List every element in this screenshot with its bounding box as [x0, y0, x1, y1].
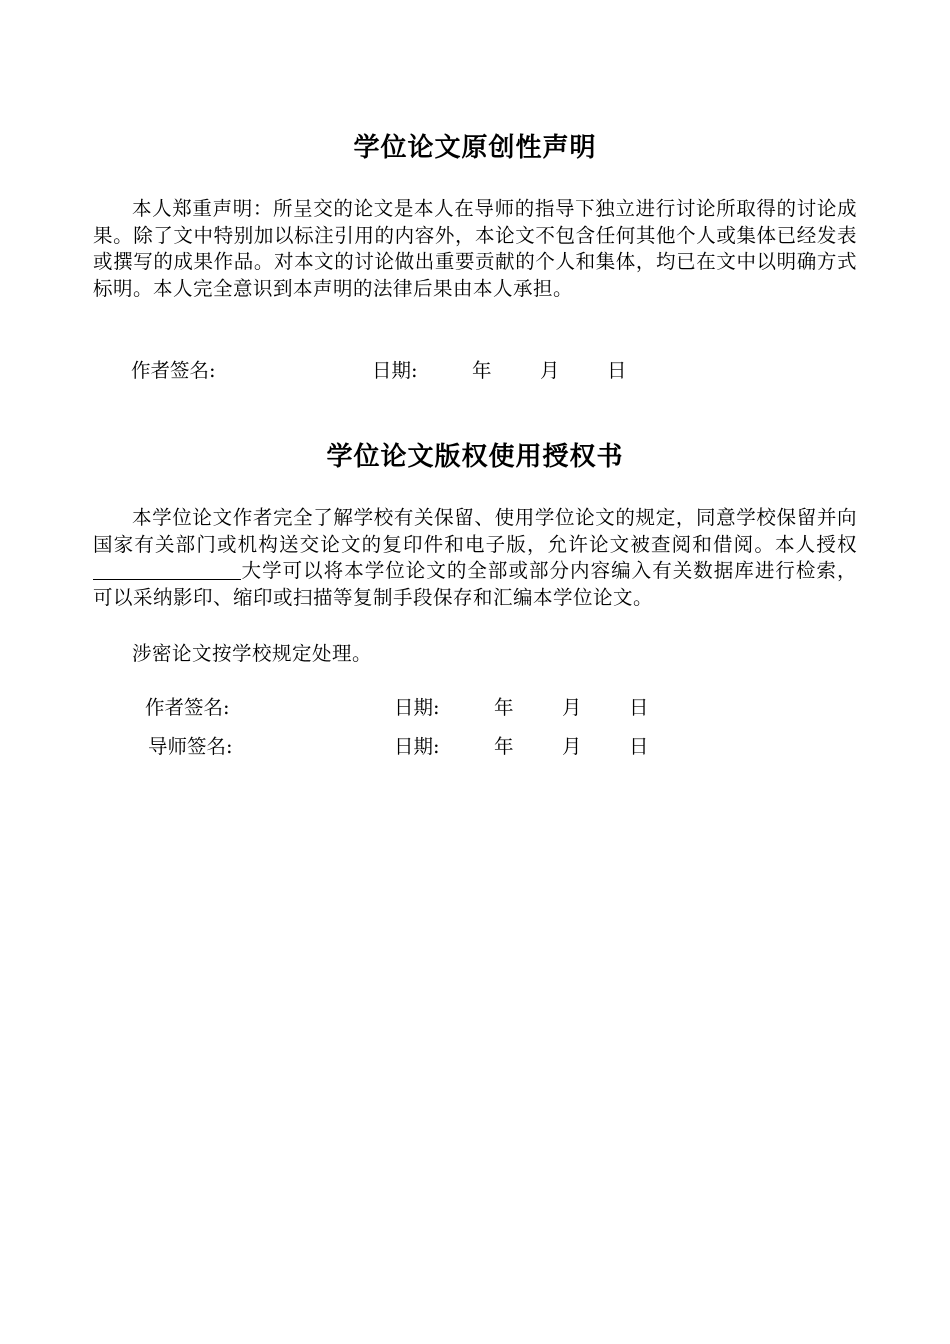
month-label: 月 — [562, 696, 582, 719]
day-label: 日 — [629, 696, 649, 719]
authorization-body — [93, 505, 857, 611]
year-label: 年 — [494, 696, 514, 719]
month-label: 月 — [562, 735, 582, 758]
day-label: 日 — [629, 735, 649, 758]
date-label: 日期: — [394, 735, 440, 758]
author-signature-label: 作者签名: — [145, 696, 230, 719]
year-label: 年 — [472, 359, 492, 382]
year-label: 年 — [494, 735, 514, 758]
date-label: 日期: — [372, 359, 418, 382]
authorization-body-part2: 大学可以将本学位论文的全部或部分内容编入有关数据库进行检索，可以采纳影印、缩印或扫描等复制手段保存和汇编本学位论文。 — [93, 559, 857, 609]
date-label: 日期: — [394, 696, 440, 719]
author-signature-label: 作者签名: — [131, 359, 216, 382]
university-name-blank — [93, 560, 241, 580]
advisor-signature-label: 导师签名: — [148, 735, 233, 758]
authorization-title: 学位论文版权使用授权书 — [326, 442, 624, 472]
month-label: 月 — [540, 359, 560, 382]
declaration-body: 本人郑重声明：所呈交的论文是本人在导师的指导下独立进行讨论所取得的讨论成果。除了文中特别加以标注引用的内容外，本论文不包含任何其他个人或集体已经发表或撰写的成果作品。对本文的讨论做出重要贡献的个人和集体，均已在文中以明确方式标明。本人完全意识到本声明的法律后果由本人承担。 — [93, 197, 857, 300]
authorization-body-part1: 本学位论文作者完全了解学校有关保留、使用学位论文的规定，同意学校保留并向国家有关部门或机构送交论文的复印件和电子版，允许论文被查阅和借阅。本人授权 — [93, 506, 857, 556]
day-label: 日 — [607, 359, 627, 382]
declaration-title: 学位论文原创性声明 — [353, 133, 597, 163]
secret-thesis-note: 涉密论文按学校规定处理。 — [132, 642, 373, 665]
